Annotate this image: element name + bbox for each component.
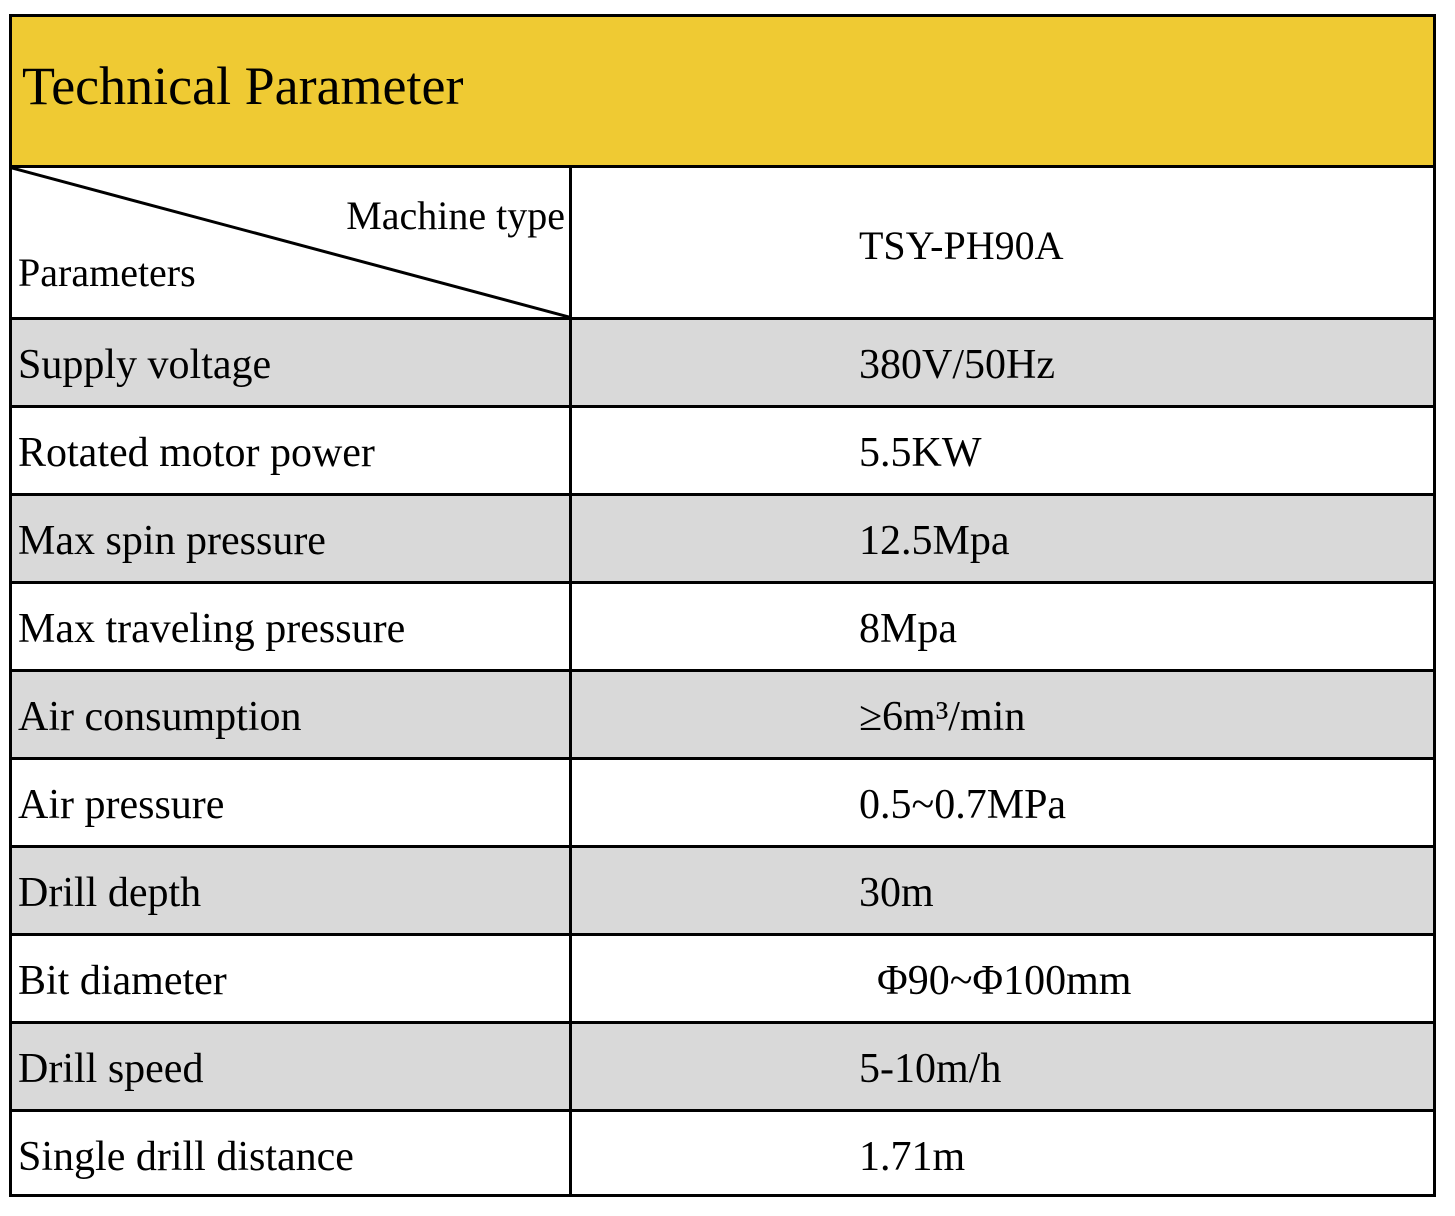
- table-row: [12, 1024, 1433, 1112]
- machine-type-header: Machine type: [346, 193, 565, 238]
- parameter-value: 380V/50Hz: [859, 342, 1055, 388]
- column-divider: [569, 168, 572, 317]
- table-row: [12, 584, 1433, 672]
- parameter-value: 30m: [859, 870, 934, 916]
- parameter-name: Supply voltage: [18, 342, 272, 388]
- column-divider: [569, 1112, 572, 1194]
- column-divider: [569, 1024, 572, 1109]
- parameter-value: ≥6m³/min: [859, 694, 1026, 740]
- machine-model: TSY-PH90A: [859, 223, 1064, 268]
- table-row: [12, 760, 1433, 848]
- parameter-name: Air pressure: [18, 782, 225, 828]
- parameter-value: 12.5Mpa: [859, 518, 1010, 564]
- column-divider: [569, 584, 572, 669]
- parameter-name: Bit diameter: [18, 958, 227, 1004]
- parameter-value: 1.71m: [859, 1134, 966, 1180]
- parameters-header: Parameters: [18, 250, 196, 295]
- parameter-value: 8Mpa: [859, 606, 957, 652]
- parameter-value: 5-10m/h: [859, 1046, 1002, 1092]
- column-divider: [569, 848, 572, 933]
- table-row: [12, 320, 1433, 408]
- column-divider: [569, 936, 572, 1021]
- parameter-value: Φ90~Φ100mm: [877, 958, 1132, 1004]
- parameter-name: Max traveling pressure: [18, 606, 406, 652]
- parameter-value: 0.5~0.7MPa: [859, 782, 1067, 828]
- parameter-name: Rotated motor power: [18, 430, 375, 476]
- parameter-value: 5.5KW: [859, 430, 982, 476]
- parameter-name: Drill depth: [18, 870, 202, 916]
- table-title: Technical Parameter: [22, 56, 464, 116]
- table-row: [12, 1112, 1433, 1194]
- column-divider: [569, 672, 572, 757]
- parameter-name: Air consumption: [18, 694, 302, 740]
- parameter-name: Drill speed: [18, 1046, 204, 1092]
- parameter-name: Max spin pressure: [18, 518, 326, 564]
- column-divider: [569, 320, 572, 405]
- table-row: [12, 408, 1433, 496]
- column-divider: [569, 496, 572, 581]
- table-row: [12, 936, 1433, 1024]
- table-header-row: [12, 168, 1433, 320]
- table-row: [12, 672, 1433, 760]
- table-row: [12, 496, 1433, 584]
- table-title-bar: [12, 17, 1433, 168]
- column-divider: [569, 760, 572, 845]
- table-row: [12, 848, 1433, 936]
- parameter-name: Single drill distance: [18, 1134, 354, 1180]
- column-divider: [569, 408, 572, 493]
- technical-parameter-table: [9, 14, 1436, 1197]
